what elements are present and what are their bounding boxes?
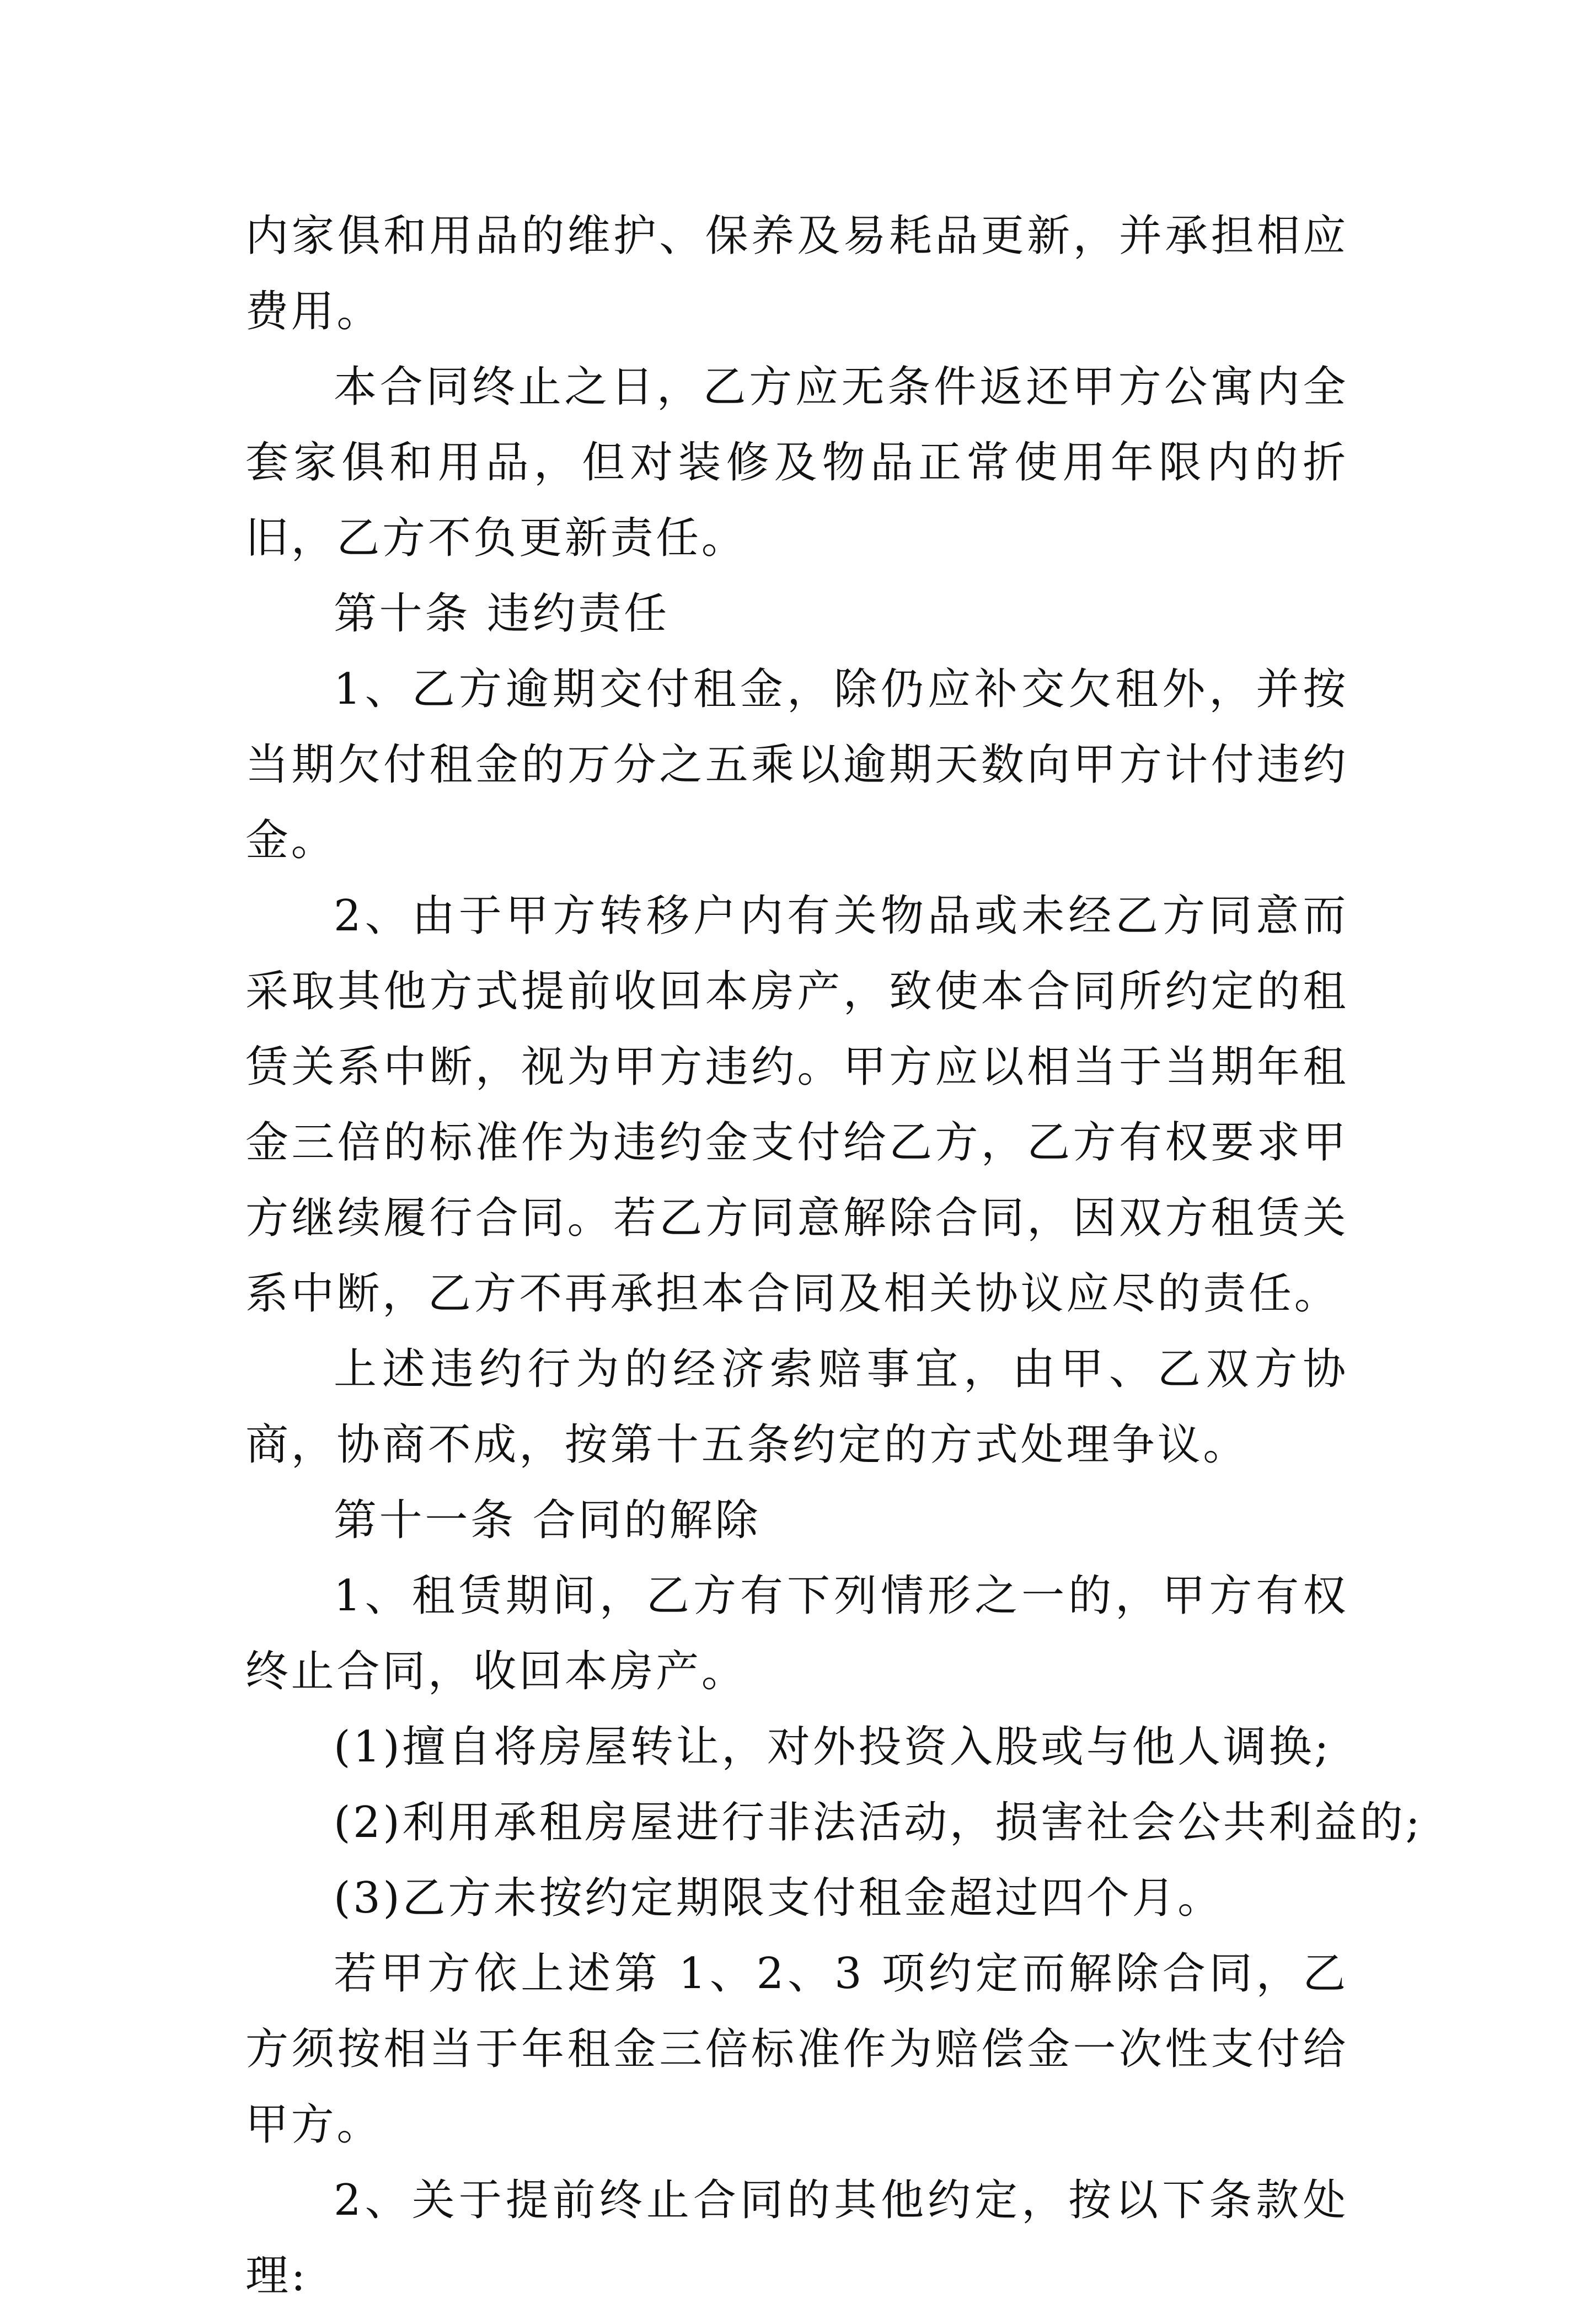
article-heading-10	[245, 576, 1348, 652]
article-number: 第十条	[334, 589, 471, 639]
paragraph: 2、关于提前终止合同的其他约定，按以下条款处理:	[245, 2176, 1348, 2301]
document-body	[245, 199, 1423, 2314]
paragraph: 本合同终止之日，乙方应无条件返还甲方公寓内全套家俱和用品，但对装修及物品正常使用年限内的折旧，乙方不负更新责任。	[245, 362, 1348, 563]
paragraph: 内家俱和用品的维护、保养及易耗品更新，并承担相应费用。	[245, 211, 1348, 336]
list-item: (3)乙方未按约定期限支付租金超过四个月。	[334, 1873, 1223, 1923]
paragraph: 1、租赁期间，乙方有下列情形之一的，甲方有权终止合同，收回本房产。	[245, 1571, 1348, 1696]
paragraph: 上述违约行为的经济索赔事宜，由甲、乙双方协商，协商不成，按第十五条约定的方式处理争议。	[245, 1345, 1348, 1470]
list-item: (2)利用承租房屋进行非法活动，损害社会公共利益的;	[334, 1798, 1423, 1847]
article-title: 违约责任	[487, 589, 670, 639]
article-heading-11	[245, 1483, 1348, 1558]
article-number: 第十一条	[334, 1496, 516, 1545]
paragraph: 1、乙方逾期交付租金，除仍应补交欠租外，并按当期欠付租金的万分之五乘以逾期天数向甲方计付违约金。	[245, 665, 1348, 865]
list-item: (1)擅自将房屋转让，对外投资入股或与他人调换;	[334, 1722, 1332, 1772]
article-title: 合同的解除	[532, 1496, 761, 1545]
paragraph: 2、由于甲方转移户内有关物品或未经乙方同意而采取其他方式提前收回本房产，致使本合同所约定的租赁关系中断，视为甲方违约。甲方应以相当于当期年租金三倍的标准作为违约金支付给乙方，乙方有权要求甲方继续履行合同。若乙方同意解除合同，因双方租赁关系中断，乙方不再承担本合同及相关协议应尽的责任。	[245, 891, 1348, 1319]
paragraph: 若甲方依上述第 1、2、3 项约定而解除合同，乙方须按相当于年租金三倍标准作为赔偿金一次性支付给甲方。	[245, 1949, 1348, 2150]
